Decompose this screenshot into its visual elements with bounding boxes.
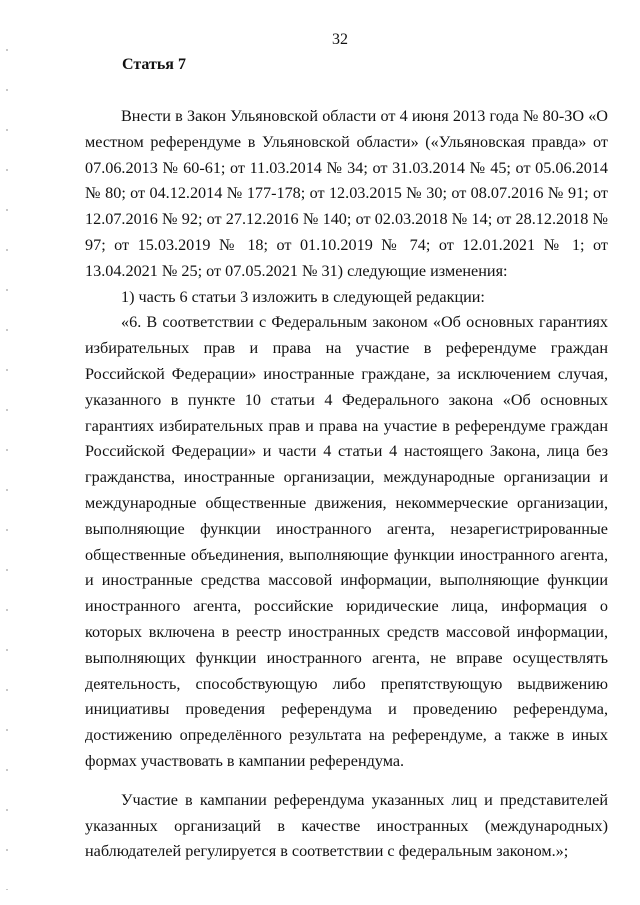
article-title: Статья 7 <box>122 56 186 73</box>
article-body <box>85 104 608 865</box>
paragraph-observers: Участие в кампании референдума указанных лиц и представителей указанных организаций в качестве иностранных (международных) наблюдателей регулируется в соответствии с федеральным законом.»; <box>85 790 608 861</box>
page-number: 32 <box>332 31 348 48</box>
paragraph-item-1: 1) часть 6 статьи 3 изложить в следующей редакции: <box>121 287 485 306</box>
paragraph-intro: Внести в Закон Ульяновской области от 4 июня 2013 года № 80-ЗО «О местном референдуме в Ульяновской области» («Ульяновская правда» от 07.06.2013 № 60-61; от 11.03.2014 № 34; от 31.03.2014 № 45; от 05.06.2014 № 80; от 04.12.2014 № 177-178; от 12.03.2015 № 30; от 08.07.2016 № 91; от 12.07.2016 № 92; от 27.12.2016 № 140; от 02.03.2018 № 14; от 28.12.2018 № 97; от 15.03.2019 № 18; от 01.10.2019 № 74; от 12.01.2021 № 1; от 13.04.2021 № 25; от 07.05.2021 № 31) следующие изменения: <box>85 107 608 280</box>
scan-margin-marks <box>6 30 8 890</box>
paragraph-part-6-text: «6. В соответствии с Федеральным законом «Об основных гарантиях избирательных прав и права на участие в референдуме граждан Российской Федерации» иностранные граждане, за исключением случая, указанного в пункте 10 статьи 4 Федерального закона «Об основных гарантиях избирательных прав и права на участие в референдуме граждан Российской Федерации» и части 4 статьи 4 настоящего Закона, лица без гражданства, иностранные организации, международные организации и международные общественные движения, некоммерческие организации, выполняющие функции иностранного агента, незарегистрированные общественные объединения, выполняющие функции иностранного агента, и иностранные средства массовой информации, выполняющие функции иностранного агента, российские юридические лица, информация о которых включена в реестр иностранных средств массовой информации, выполняющих функции иностранного агента, не вправе осуществлять деятельность, способствующую либо препятствующую выдвижению инициативы проведения референдума и проведению референдума, достижению определённого результата на референдуме, а также в иных формах участвовать в кампании референдума. <box>85 313 608 770</box>
